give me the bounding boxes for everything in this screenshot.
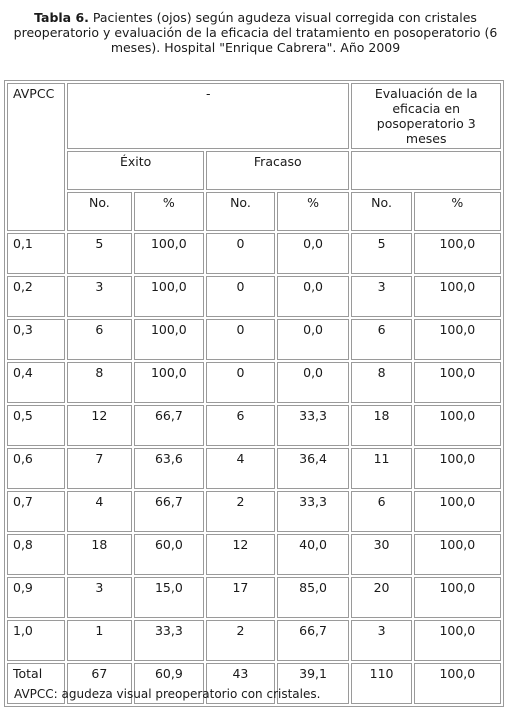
table-cell: 100,0 [134,319,205,360]
table-row [7,620,501,661]
header-row-3 [7,192,501,231]
table-cell: 3 [67,577,131,618]
table-cell: 1 [67,620,131,661]
header-row-1 [7,83,501,149]
caption-label: Tabla 6. [34,10,89,25]
table-cell: 100,0 [414,276,501,317]
row-label-cell: 0,2 [7,276,65,317]
table-cell: 3 [351,620,411,661]
table-cell: 5 [67,233,131,274]
table-cell: 2 [206,620,275,661]
table-cell: 100,0 [414,534,501,575]
table-row [7,276,501,317]
table-cell: 100,0 [414,663,501,704]
table-cell: 40,0 [277,534,350,575]
subheader-cell: No. [351,192,411,231]
table-cell: 0 [206,233,275,274]
table-cell: 100,0 [414,405,501,446]
table-cell: 12 [206,534,275,575]
table-cell: 100,0 [414,319,501,360]
table-cell: 43 [206,663,275,704]
table-body [7,233,501,704]
table-cell: 100,0 [134,233,205,274]
row-label-cell: Total [7,663,65,704]
table-cell: 5 [351,233,411,274]
subheader-cell: No. [206,192,275,231]
table-cell: 30 [351,534,411,575]
table-cell: 0 [206,276,275,317]
table-cell: 2 [206,491,275,532]
data-table [4,80,504,707]
table-cell: 8 [351,362,411,403]
row-label-cell: 0,3 [7,319,65,360]
row-label-cell: 0,1 [7,233,65,274]
table-cell: 100,0 [134,362,205,403]
subheader-cell: No. [67,192,131,231]
table-cell: 6 [351,319,411,360]
row-label-cell: 0,8 [7,534,65,575]
table-cell: 0,0 [277,233,350,274]
table-cell: 60,0 [134,534,205,575]
table-cell: 67 [67,663,131,704]
table-cell: 18 [351,405,411,446]
table-cell: 18 [67,534,131,575]
table-cell: 17 [206,577,275,618]
table-row [7,534,501,575]
header-evaluation: Evaluación de la eficacia en posoperatorio 3 meses [351,83,501,149]
table-row [7,233,501,274]
header-row-2 [7,151,501,190]
table-row [7,577,501,618]
subheader-cell: % [134,192,205,231]
table-row [7,405,501,446]
table-cell: 4 [67,491,131,532]
table-cell: 7 [67,448,131,489]
row-label-cell: 0,7 [7,491,65,532]
table-row [7,448,501,489]
table-cell: 15,0 [134,577,205,618]
row-label-cell: 0,6 [7,448,65,489]
table-cell: 0 [206,319,275,360]
table-cell: 100,0 [414,448,501,489]
table-cell: 4 [206,448,275,489]
row-label-cell: 1,0 [7,620,65,661]
table-cell: 3 [351,276,411,317]
table-cell: 0 [206,362,275,403]
table-cell: 100,0 [414,233,501,274]
table-row [7,491,501,532]
row-label-cell: 0,9 [7,577,65,618]
table-cell: 3 [67,276,131,317]
table-cell: 85,0 [277,577,350,618]
header-fracaso: Fracaso [206,151,349,190]
table-cell: 66,7 [134,491,205,532]
table-cell: 12 [67,405,131,446]
header-avpcc: AVPCC [7,83,65,231]
table-caption [8,10,503,55]
table-cell: 0,0 [277,276,350,317]
table-cell: 110 [351,663,411,704]
table-cell: 6 [351,491,411,532]
table-cell: 100,0 [414,577,501,618]
table-cell: 100,0 [414,620,501,661]
subheader-cell: % [414,192,501,231]
table-cell: 8 [67,362,131,403]
table-cell: 60,9 [134,663,205,704]
table-cell: 39,1 [277,663,350,704]
table-cell: 66,7 [134,405,205,446]
caption-text: Pacientes (ojos) según agudeza visual corregida con cristales preoperatorio y evaluación de la eficacia del tratamiento en posoperatorio (6 meses). Hospital "Enrique Cabrera". Año 2009 [13,10,498,55]
table-cell: 100,0 [134,276,205,317]
table-row [7,362,501,403]
table-row [7,319,501,360]
table-cell: 63,6 [134,448,205,489]
table-cell: 0,0 [277,362,350,403]
table-cell: 100,0 [414,362,501,403]
table-cell: 6 [206,405,275,446]
header-exito: Éxito [67,151,204,190]
table-cell: 33,3 [277,491,350,532]
footnote: AVPCC: agudeza visual preoperatorio con cristales. [14,687,321,701]
row-label-cell: 0,4 [7,362,65,403]
table-cell: 33,3 [134,620,205,661]
table-cell: 0,0 [277,319,350,360]
table-cell: 11 [351,448,411,489]
table-cell: 20 [351,577,411,618]
header-dash: - [67,83,349,149]
table-cell: 100,0 [414,491,501,532]
subheader-cell: % [277,192,350,231]
table-cell: 33,3 [277,405,350,446]
row-label-cell: 0,5 [7,405,65,446]
table-cell: 36,4 [277,448,350,489]
header-empty [351,151,501,190]
table-cell: 66,7 [277,620,350,661]
table-cell: 6 [67,319,131,360]
